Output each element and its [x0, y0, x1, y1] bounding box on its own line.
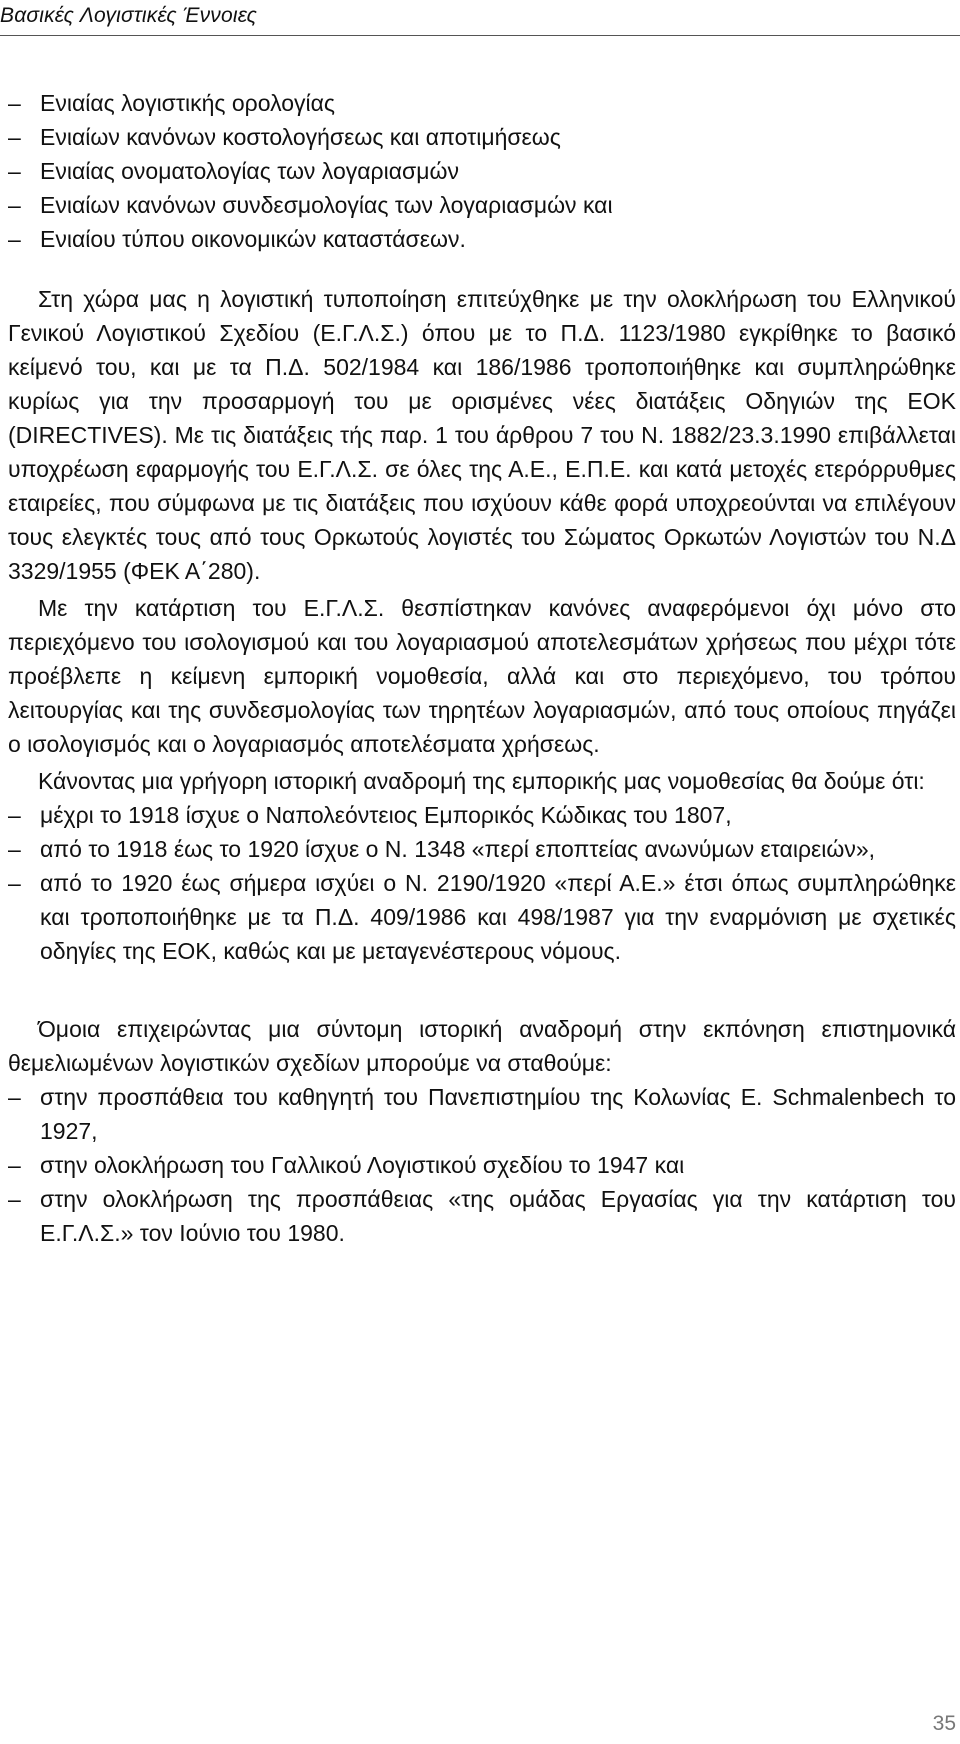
list-item: – Ενιαίων κανόνων συνδεσμολογίας των λογαριασμών και [8, 188, 956, 222]
list-item: – Ενιαίας λογιστικής ορολογίας [8, 86, 956, 120]
list-item: – Ενιαίου τύπου οικονομικών καταστάσεων. [8, 222, 956, 256]
list-item: – μέχρι το 1918 ίσχυε ο Ναπολεόντειος Εμπορικός Κώδικας του 1807, [8, 798, 956, 832]
list-item: – Ενιαίων κανόνων κοστολογήσεως και αποτιμήσεως [8, 120, 956, 154]
paragraph-history-intro: Κάνοντας μια γρήγορη ιστορική αναδρομή της εμπορικής μας νομοθεσίας θα δούμε ότι: [38, 768, 925, 794]
page-body [8, 86, 956, 1250]
list-item: – στην ολοκλήρωση της προσπάθειας «της ομάδας Εργασίας για την κατάρτιση του Ε.Γ.Λ.Σ.» τον Ιούνιο του 1980. [8, 1182, 956, 1250]
uniformity-list [8, 86, 956, 256]
plans-list [8, 1080, 956, 1250]
list-item: – από το 1920 έως σήμερα ισχύει ο Ν. 2190/1920 «περί Α.Ε.» έτσι όπως συμπληρώθηκε και τροποποιήθηκε με τα Π.Δ. 409/1986 και 498/1987 για την εναρμόνιση με σχετικές οδηγίες της ΕΟΚ, καθώς και με μεταγενέστερους νόμους. [8, 866, 956, 968]
paragraph-rules: Με την κατάρτιση του Ε.Γ.Λ.Σ. θεσπίστηκαν κανόνες αναφερόμενοι όχι μόνο στο περιεχόμενο του ισολογισμού και του λογαριασμού αποτελεσμάτων χρήσεως που μέχρι τότε προέβλεπε η κείμενη εμπορική νομοθεσία, αλλά και στο περιεχόμενο, του τρόπου λειτουργίας και της συνδεσμολογίας των τηρητέων λογαριασμών, από τους οποίους πηγάζει ο ισολογισμός και ο λογαριασμός αποτελέσματα χρήσεως. [8, 595, 956, 757]
running-header-title: Βασικές Λογιστικές Έννοιες [0, 4, 257, 27]
history-list [8, 798, 956, 968]
list-item: – από το 1918 έως το 1920 ίσχυε ο Ν. 1348 «περί εποπτείας ανωνύμων εταιρειών», [8, 832, 956, 866]
paragraph-plans-intro: Όμοια επιχειρώντας μια σύντομη ιστορική αναδρομή στην εκπόνηση επιστημονικά θεμελιωμένων λογιστικών σχεδίων μπορούμε να σταθούμε: [8, 1016, 956, 1076]
list-item: – στην ολοκλήρωση του Γαλλικού Λογιστικού σχεδίου το 1947 και [8, 1148, 956, 1182]
list-item: – στην προσπάθεια του καθηγητή του Πανεπιστημίου της Κολωνίας E. Schmalenbech το 1927, [8, 1080, 956, 1148]
paragraph-standardization: Στη χώρα μας η λογιστική τυποποίηση επιτεύχθηκε με την ολοκλήρωση του Ελληνικού Γενικού Λογιστικού Σχεδίου (Ε.Γ.Λ.Σ.) όπου με το Π.Δ. 1123/1980 εγκρίθηκε το βασικό κείμενό του, και με τα Π.Δ. 502/1984 και 186/1986 τροποποιήθηκε και συμπληρώθηκε κυρίως για την προσαρμογή του με ορισμένες νέες διατάξεις Οδηγιών της ΕΟΚ (DIRECTIVES). Με τις διατάξεις τής παρ. 1 του άρθρου 7 του Ν. 1882/23.3.1990 επιβάλλεται υποχρέωση εφαρμογής του Ε.Γ.Λ.Σ. σε όλες της Α.Ε., Ε.Π.Ε. και κατά μετοχές ετερόρρυθμες εταιρείες, που σύμφωνα με τις διατάξεις που ισχύουν κάθε φορά υποχρεούνται να επιλέγουν τους ελεγκτές τους από τους Ορκωτούς λογιστές του Σώματος Ορκωτών Λογιστών του Ν.Δ 3329/1955 (ΦΕΚ Α΄280). [8, 286, 956, 584]
list-item: – Ενιαίας ονοματολογίας των λογαριασμών [8, 154, 956, 188]
header-divider [0, 35, 960, 36]
page-number: 35 [932, 1712, 956, 1735]
